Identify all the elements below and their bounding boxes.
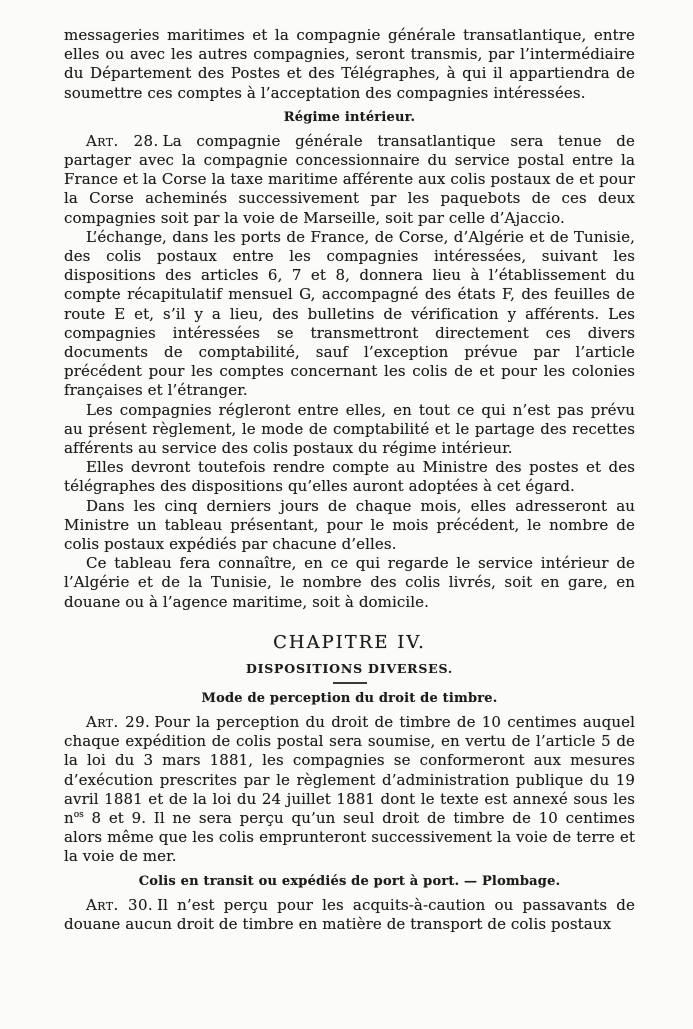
chapter-subtitle: DISPOSITIONS DIVERSES. <box>245 660 454 676</box>
paragraph-reglement-interieur: Les compagnies régleront entre elles, en tout ce qui n’est pas prévu au présent règlement, le mode de comptabilité et le partage des recettes afférents au service des colis postaux du régime intérieur. <box>64 400 635 458</box>
article-28-text: La compagnie générale transatlantique sera tenue de partager avec la compagnie concessionnaire du service postal entre la France et la Corse la taxe maritime afférente aux colis postaux de et pour la Corse acheminés successivement par les paquebots de ces deux compagnies soit par la voie de Marseille, soit par celle d’Ajaccio. <box>64 131 635 227</box>
article-29-text-1: Pour la perception du droit de timbre de 10 centimes auquel chaque expédition de colis postal sera soumise, en vertu de l’article 5 de la loi du 3 mars 1881, les compagnies se conformeront aux mesures d’exécution prescrites par le règlement d’administration publique du 19 avril 1881 et de la loi du 24 juillet 1881 dont le texte est annexé sous les n <box>64 712 635 827</box>
article-29-label: Art. 29. <box>86 712 151 731</box>
article-29-paragraph <box>64 713 635 867</box>
text-column <box>64 26 635 934</box>
paragraph-tableau-detail: Ce tableau fera connaître, en ce qui regarde le service intérieur de l’Algérie et de la Tunisie, le nombre des colis livrés, soit en gare, en douane ou à l’agence maritime, soit à domicile. <box>64 554 635 611</box>
paragraph-echange: L’échange, dans les ports de France, de Corse, d’Algérie et de Tunisie, des colis postaux entre les compagnies intéressées, suivant les dispositions des articles 6, 7 et 8, donnera lieu à l’établissement du compte récapitulatif mensuel G, accompagné des états F, des feuilles de route E et, s’il y a lieu, des bulletins de vérification y afférents. Les compagnies intéressées se transmettront directement ces divers documents de comptabilité, sauf l’exception prévue par l’article précédent pour les comptes concernant les colis de et pour les colonies françaises et l’étranger. <box>64 227 635 400</box>
article-29-text-2: 8 et 9. Il ne sera perçu qu’un seul droit de timbre de 10 centimes alors même que les colis emprunteront successivement la voie de terre et la voie de mer. <box>64 808 635 866</box>
heading-mode-perception-timbre: Mode de perception du droit de timbre. <box>201 690 498 706</box>
article-29-ordinal-superscript: os <box>73 809 84 820</box>
paragraph-tableau-mensuel: Dans les cinq derniers jours de chaque mois, elles adresseront au Ministre un tableau présentant, pour le mois précédent, le nombre de colis postaux expédiés par chacune d’elles. <box>64 496 635 554</box>
chapter-title: CHAPITRE IV. <box>273 631 426 653</box>
intro-paragraph: messageries maritimes et la compagnie générale transatlantique, entre elles ou avec les autres compagnies, seront transmis, par l’intermédiaire du Département des Postes et des Télégraphes, à qui il appartiendra de soumettre ces comptes à l’acceptation des compagnies intéressées. <box>64 26 635 102</box>
chapter-heading-block <box>64 632 635 684</box>
article-30-text: Il n’est perçu pour les acquits-à-caution ou passavants de douane aucun droit de timbre en matière de transport de colis postaux <box>64 895 635 933</box>
article-28-label: Art. 28. <box>86 131 159 150</box>
heading-colis-transit-plombage: Colis en transit ou expédiés de port à port. — Plombage. <box>138 873 561 889</box>
article-30-paragraph <box>64 896 635 934</box>
article-30-label: Art. 30. <box>86 895 154 914</box>
section-divider-rule <box>333 682 367 684</box>
article-28-paragraph <box>64 132 635 228</box>
paragraph-compte-ministre: Elles devront toutefois rendre compte au Ministre des postes et des télégraphes des dispositions qu’elles auront adoptées à cet égard. <box>64 458 635 496</box>
heading-regime-interieur: Régime intérieur. <box>283 109 416 125</box>
